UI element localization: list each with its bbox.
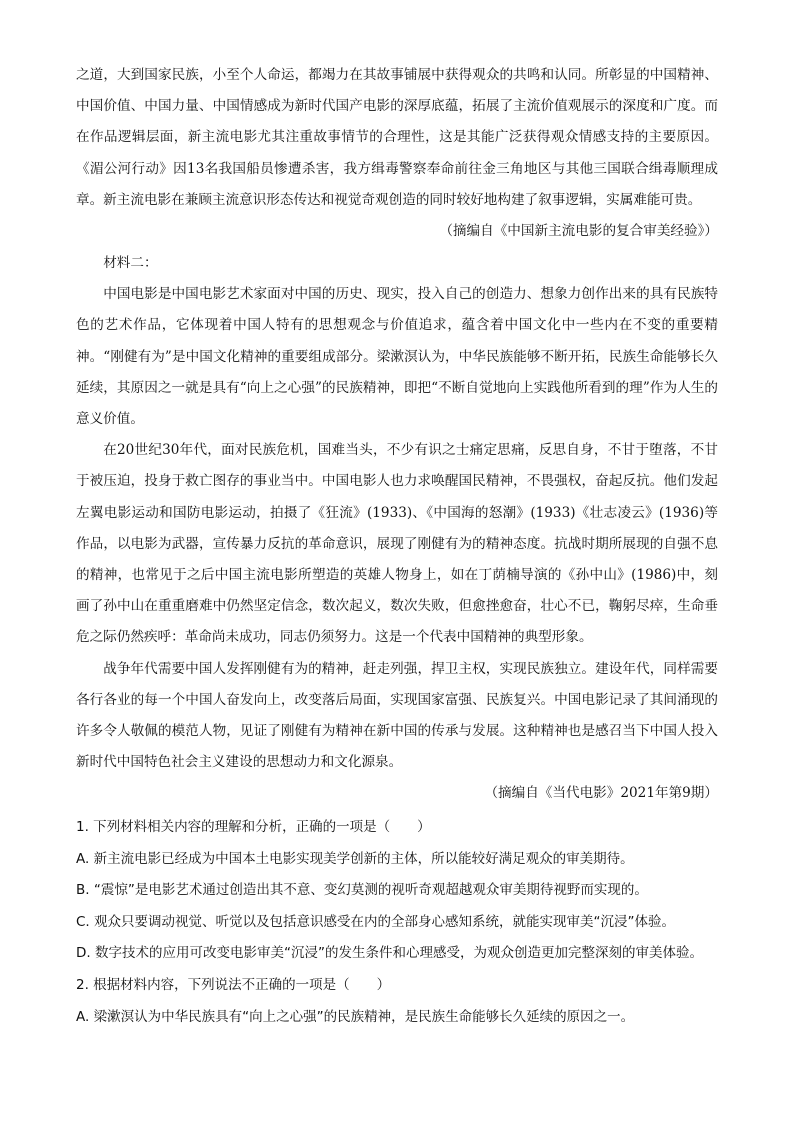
question-1-option-a: A. 新主流电影已经成为中国本土电影实现美学创新的主体，所以能较好满足观众的审美期待。: [76, 850, 634, 867]
question-1-option-d: D. 数字技术的应用可改变电影审美“沉浸”的发生条件和心理感受，为观众创造更加完整深刻的审美体验。: [76, 945, 703, 962]
question-1-stem: 1. 下列材料相关内容的理解和分析，正确的一项是（ ）: [76, 819, 431, 835]
material-two-paragraph: 中国电影是中国电影艺术家面对中国的历史、现实，投入自己的创造力、想象力创作出来的具有民族特色的艺术作品，它体现着中国人特有的思想观念与价值追求，蕴含着中国文化中一些内在不变的重要精神。“刚健有为”是中国文化精神的重要组成部分。梁漱溟认为，中华民族能够不断开拓，民族生命能够长久延续，其原因之一就是具有“向上之心强”的民族精神，即把“不断自觉地向上实践他所看到的理”作为人生的意义价值。: [76, 286, 718, 428]
question-1-option-c: C. 观众只要调动视觉、听觉以及包括意识感受在内的全部身心感知系统，就能实现审美“沉浸”体验。: [76, 913, 675, 930]
questions-section: [76, 812, 726, 1033]
material-one-source: （摘编自《中国新主流电影的复合审美经验》）: [439, 223, 718, 240]
question-2-option-a: A. 梁漱溟认为中华民族具有“向上之心强”的民族精神，是民族生命能够长久延续的原因之一。: [76, 1008, 635, 1025]
material-two: [76, 248, 718, 810]
material-two-paragraph: 战争年代需要中国人发挥刚健有为的精神，赶走列强，捍卫主权，实现民族独立。建设年代，同样需要各行各业的每一个中国人奋发向上，改变落后局面，实现国家富强、民族复兴。中国电影记录了其间涌现的许多令人敬佩的模范人物，见证了刚健有为精神在新中国的传承与发展。这种精神也是感召当下中国人投入新时代中国特色社会主义建设的思想动力和文化源泉。: [76, 660, 718, 771]
material-two-heading: 材料二：: [103, 255, 158, 271]
material-two-source: （摘编自《当代电影》2021年第9期）: [484, 785, 718, 802]
question-2-stem: 2. 根据材料内容，下列说法不正确的一项是（ ）: [76, 976, 391, 993]
material-one-paragraph: 之道，大到国家民族，小至个人命运，都竭力在其故事铺展中获得观众的共鸣和认同。所彰显的中国精神、中国价值、中国力量、中国情感成为新时代国产电影的深厚底蕴，拓展了主流价值观展示的深度和广度。而在作品逻辑层面，新主流电影尤其注重故事情节的合理性，这是其能广泛获得观众情感支持的主要原因。《湄公河行动》因13名我国船员惨遭杀害，我方缉毒警察奉命前往金三角地区与其他三国联合缉毒顺理成章。新主流电影在兼顾主流意识形态传达和视觉奇观创造的同时较好地构建了叙事逻辑，实属难能可贵。: [76, 67, 718, 208]
material-one: [76, 60, 718, 247]
material-two-paragraph: 在20世纪30年代，面对民族危机，国难当头，不少有识之士痛定思痛，反思自身，不甘于堕落，不甘于被压迫，投身于救亡图存的事业当中。中国电影人也力求唤醒国民精神，不畏强权，奋起反抗。他们发起左翼电影运动和国防电影运动，拍摄了《狂流》(1933)、《中国海的怒潮》(1933)《壮志凌云》(1936)等作品，以电影为武器，宣传暴力反抗的革命意识，展现了刚健有为的精神态度。抗战时期所展现的自强不息的精神，也常见于之后中国主流电影所塑造的英雄人物身上，如在丁荫楠导演的《孙中山》(1986)中，刻画了孙中山在重重磨难中仍然坚定信念，数次起义，数次失败，但愈挫愈奋，壮心不已，鞠躬尽瘁，生命垂危之际仍然疾呼：革命尚未成功，同志仍须努力。这是一个代表中国精神的典型形象。: [76, 442, 718, 646]
question-1-option-b: B. “震惊”是电影艺术通过创造出其不意、变幻莫测的视听奇观超越观众审美期待视野而实现的。: [76, 882, 648, 899]
